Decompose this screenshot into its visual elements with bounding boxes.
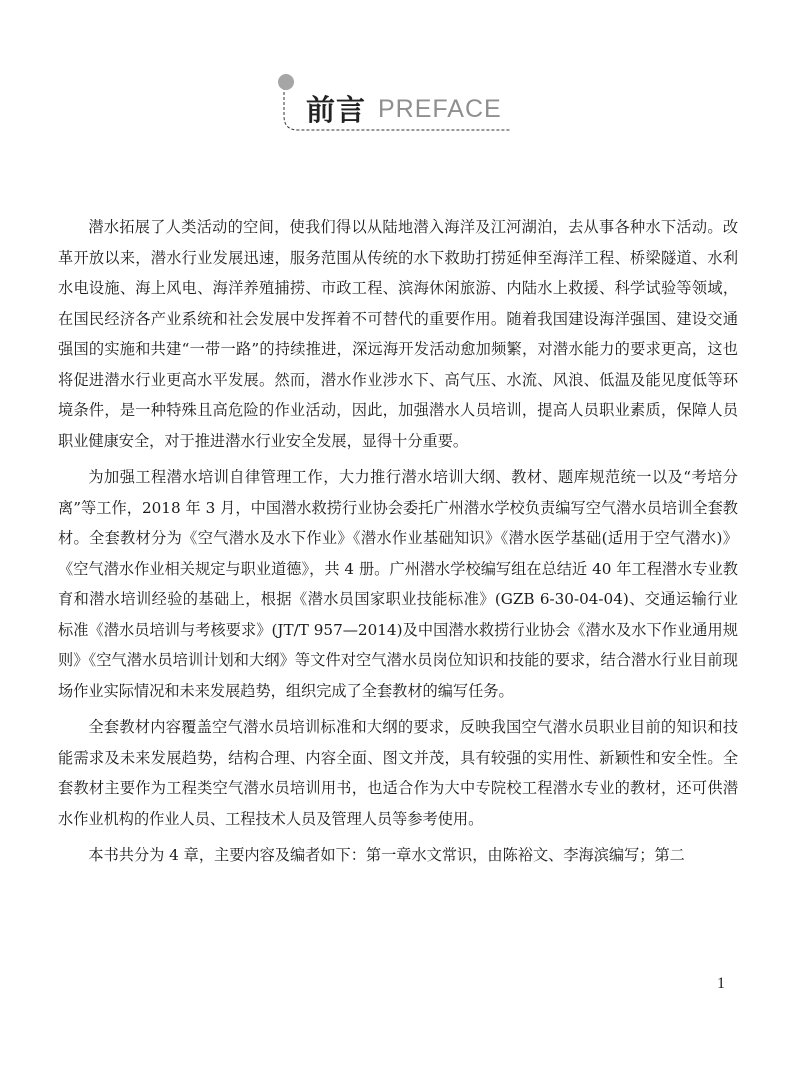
paragraph: 潜水拓展了人类活动的空间，使我们得以从陆地潜入海洋及江河湖泊，去从事各种水下活动。改革开放以来，潜水行业发展迅速，服务范围从传统的水下救助打捞延伸至海洋工程、桥梁隧道、水利水电设施、海上风电、海洋养殖捕捞、市政工程、滨海休闲旅游、内陆水上救援、科学试验等领域，在国民经济各产业系统和社会发展中发挥着不可替代的重要作用。随着我国建设海洋强国、建设交通强国的实施和共建“一带一路”的持续推进，深远海开发活动愈加频繁，对潜水能力的要求更高，这也将促进潜水行业更高水平发展。然而，潜水作业涉水下、高气压、水流、风浪、低温及能见度低等环境条件，是一种特殊且高危险的作业活动，因此，加强潜水人员培训，提高人员职业素质，保障人员职业健康安全，对于推进潜水行业安全发展，显得十分重要。 [58, 218, 738, 450]
preface-body [58, 212, 738, 877]
page-number: 1 [717, 975, 725, 992]
page-title-english: PREFACE [378, 95, 502, 123]
paragraph: 为加强工程潜水培训自律管理工作，大力推行潜水培训大纲、教材、题库规范统一以及“考培分离”等工作，2018 年 3 月，中国潜水救捞行业协会委托广州潜水学校负责编写空气潜水员培训全套教材。全套教材分为《空气潜水及水下作业》《潜水作业基础知识》《潜水医学基础(适用于空气潜水)》《空气潜水作业相关规定与职业道德》，共 4 册。广州潜水学校编写组在总结近 40 年工程潜水专业教育和潜水培训经验的基础上，根据《潜水员国家职业技能标准》(GZB 6-30-04-04)、交通运输行业标准《潜水员培训与考核要求》(JT/T 957—2014)及中国潜水救捞行业协会《潜水及水下作业通用规则》《空气潜水员培训计划和大纲》等文件对空气潜水员岗位知识和技能的要求，结合潜水行业目前现场作业实际情况和未来发展趋势，组织完成了全套教材的编写任务。 [58, 468, 738, 700]
paragraph: 全套教材内容覆盖空气潜水员培训标准和大纲的要求，反映我国空气潜水员职业目前的知识和技能需求及未来发展趋势，结构合理、内容全面、图文并茂，具有较强的实用性、新颖性和安全性。全套教材主要作为工程类空气潜水员培训用书，也适合作为大中专院校工程潜水专业的教材，还可供潜水作业机构的作业人员、工程技术人员及管理人员等参考使用。 [58, 718, 738, 828]
preface-header [270, 70, 520, 140]
header-dot-icon [278, 74, 294, 90]
paragraph: 本书共分为 4 章，主要内容及编者如下：第一章水文常识，由陈裕文、李海滨编写；第二 [88, 846, 685, 864]
page-title: 前言 [306, 93, 367, 127]
